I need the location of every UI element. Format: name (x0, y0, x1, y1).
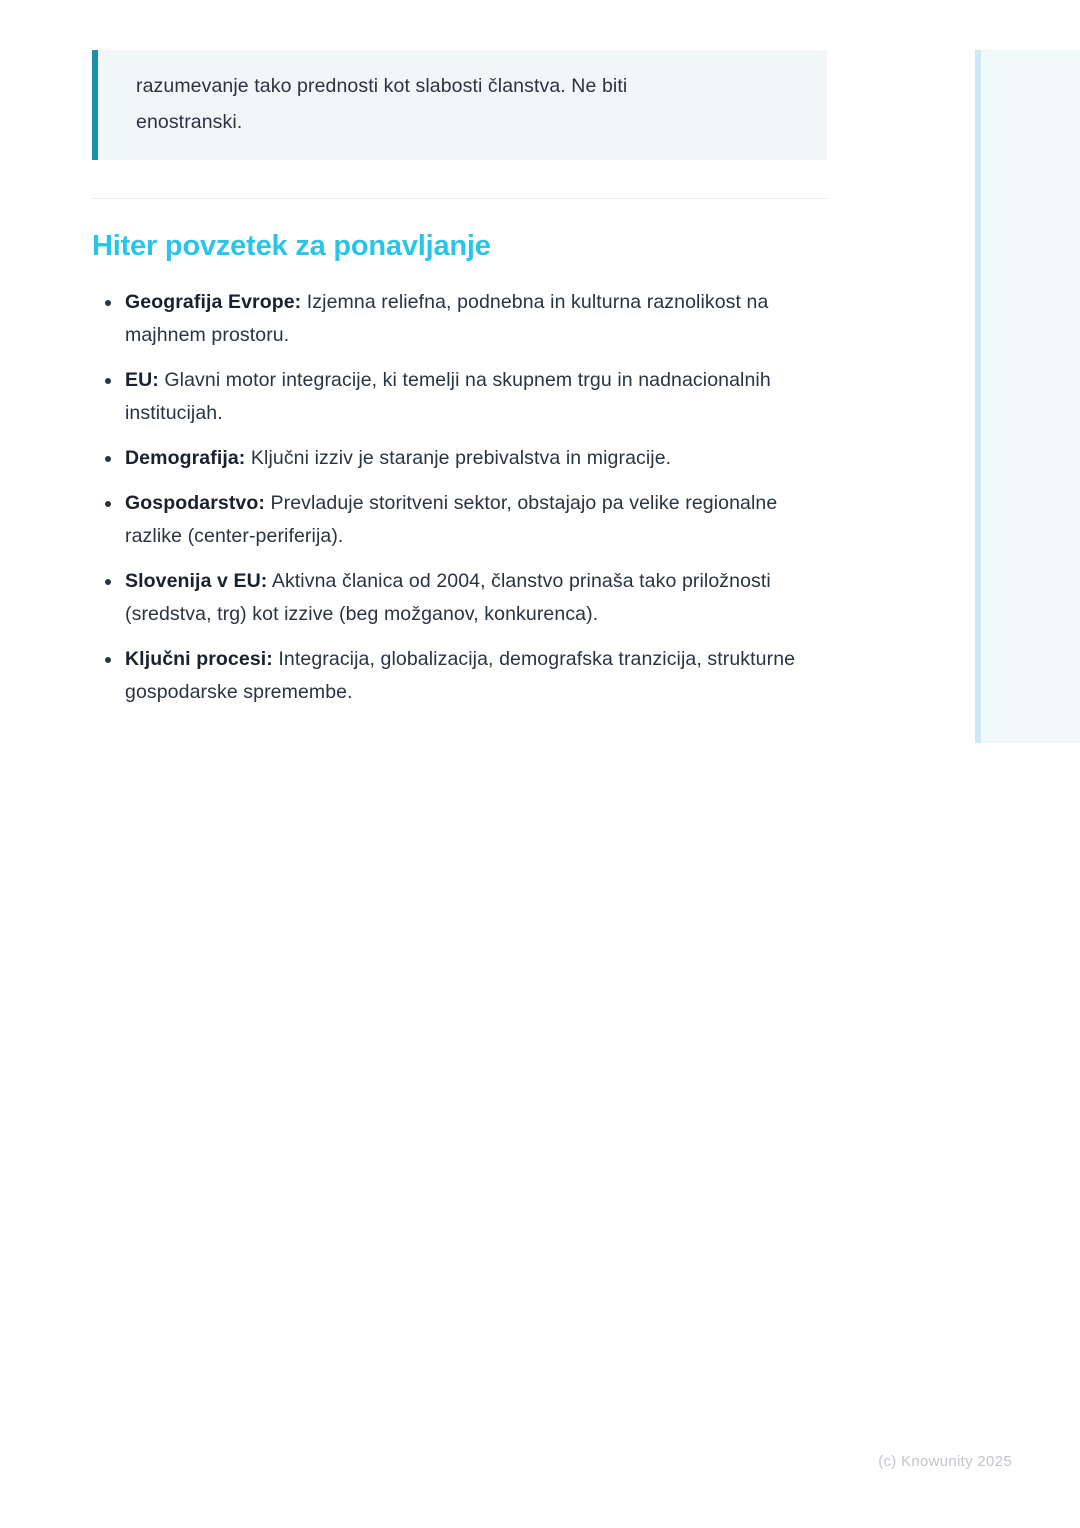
list-item (92, 565, 827, 631)
list-item (92, 643, 827, 709)
callout-text-main: razumevanje tako prednosti kot slabosti članstva. Ne biti (136, 75, 628, 97)
list-item-term: Ključni procesi: (125, 647, 273, 670)
list-item-term: Geografija Evrope: (125, 290, 302, 313)
list-item-description: Aktivna članica od 2004, članstvo prinaša tako priložnosti (sredstva, trg) kot izzive (beg možganov, konkurenca). (125, 569, 771, 625)
section-divider (92, 198, 827, 199)
list-item (92, 364, 827, 430)
list-item-term: Slovenija v EU: (125, 569, 268, 592)
bullet-dot-icon (105, 657, 111, 663)
bullet-dot-icon (105, 456, 111, 462)
bullet-dot-icon (105, 378, 111, 384)
list-item-description: Izjemna reliefna, podnebna in kulturna raznolikost na majhnem prostoru. (125, 290, 769, 346)
list-item-description: Prevladuje storitveni sektor, obstajajo pa velike regionalne razlike (center-periferija). (125, 491, 778, 547)
list-item-term: EU: (125, 368, 159, 391)
section-heading-quick-summary: Hiter povzetek za ponavljanje (92, 230, 491, 262)
list-item-term: Demografija: (125, 446, 246, 469)
list-item-description: Ključni izziv je staranje prebivalstva in migracije. (245, 446, 672, 469)
document-content-column (92, 50, 827, 709)
continued-callout-box (92, 50, 827, 160)
list-item-description: Glavni motor integracije, ki temelji na skupnem trgu in nadnacionalnih institucijah. (125, 368, 771, 424)
list-item (92, 442, 827, 475)
footer-copyright: (c) Knowunity 2025 (878, 1453, 1012, 1470)
summary-list (92, 286, 827, 709)
list-item (92, 487, 827, 553)
list-item (92, 286, 827, 352)
callout-paragraph (136, 68, 801, 140)
list-item-description: Integracija, globalizacija, demografska tranzicija, strukturne gospodarske spremembe. (125, 647, 796, 703)
bullet-dot-icon (105, 501, 111, 507)
edge-callout-strip (975, 50, 1080, 743)
bullet-dot-icon (105, 579, 111, 585)
callout-text-last-line: enostranski. (136, 111, 243, 133)
bullet-dot-icon (105, 300, 111, 306)
list-item-term: Gospodarstvo: (125, 491, 265, 514)
